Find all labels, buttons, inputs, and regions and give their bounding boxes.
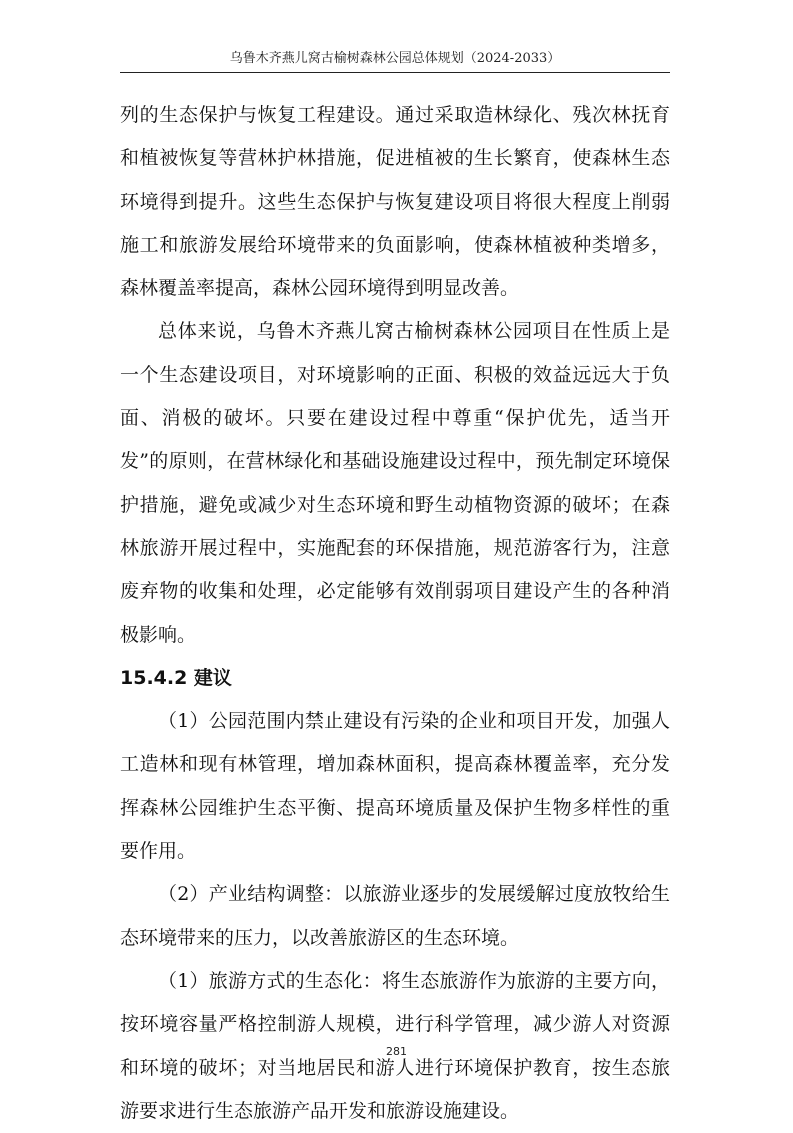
suggestion-item: （1）公园范围内禁止建设有污染的企业和项目开发，加强人工造林和现有林管理，增加森林面积，提高森林覆盖率，充分发挥森林公园维护生态平衡、提高环境质量及保护生物多样性的重要作用。: [120, 710, 670, 863]
header-rule: [120, 72, 670, 73]
section-heading: 15.4.2 建议: [120, 666, 232, 689]
suggestion-item: （1）旅游方式的生态化：将生态旅游作为旅游的主要方向，按环境容量严格控制游人规模，进行科学管理，减少游人对资源和环境的破坏；对当地居民和游人进行环境保护教育，按生态旅游要求进行生态旅游产品开发和旅游设施建设。: [120, 969, 670, 1122]
paragraph-continued: 列的生态保护与恢复工程建设。通过采取造林绿化、残次林抚育和植被恢复等营林护林措施，促进植被的生长繁育，使森林生态环境得到提升。这些生态保护与恢复建设项目将很大程度上削弱施工和旅游发展给环境带来的负面影响，使森林植被种类增多，森林覆盖率提高，森林公园环境得到明显改善。: [120, 104, 670, 300]
page-number: 281: [386, 1045, 407, 1058]
paragraph-summary: 总体来说，乌鲁木齐燕儿窝古榆树森林公园项目在性质上是一个生态建设项目，对环境影响的正面、积极的效益远远大于负面、消极的破坏。只要在建设过程中尊重“保护优先，适当开发”的原则，在营林绿化和基础设施建设过程中，预先制定环境保护措施，避免或减少对生态环境和野生动植物资源的破坏；在森林旅游开展过程中，实施配套的环保措施，规范游客行为，注意废弃物的收集和处理，必定能够有效削弱项目建设产生的各种消极影响。: [120, 320, 670, 646]
running-header: 乌鲁木齐燕儿窝古榆树森林公园总体规划（2024-2033）: [229, 51, 561, 66]
suggestion-item: （2）产业结构调整：以旅游业逐步的发展缓解过度放牧给生态环境带来的压力，以改善旅游区的生态环境。: [120, 883, 670, 949]
page-body: [120, 94, 670, 1133]
